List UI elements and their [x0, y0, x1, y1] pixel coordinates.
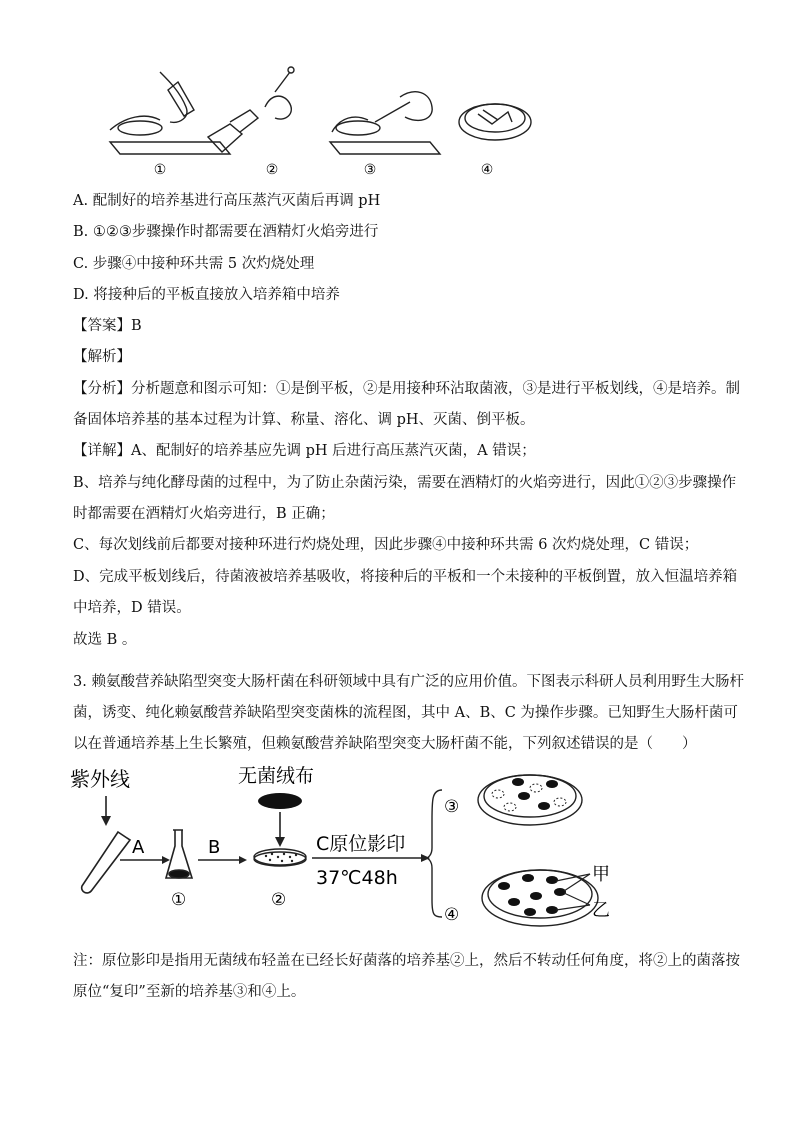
- plate-streaking-illustration: [100, 62, 540, 182]
- plate-4-number: ④: [444, 905, 460, 925]
- flask-number: ①: [171, 890, 187, 910]
- label-yi: 乙: [592, 900, 610, 921]
- analysis-line: C、每次划线前后都要对接种环进行灼烧处理，因此步骤④中接种环共需 6 次灼烧处理，C 错误；: [73, 537, 699, 553]
- step-b-label: B: [208, 837, 221, 858]
- analysis-heading: 【解析】: [73, 349, 131, 365]
- analysis-line: 备固体培养基的基本过程为计算、称量、溶化、调 pH、灭菌、倒平板。: [73, 412, 535, 428]
- analysis-line: 时都需要在酒精灯火焰旁进行，B 正确；: [73, 506, 335, 522]
- analysis-line: 【分析】分析题意和图示可知：①是倒平板，②是用接种环沾取菌液，③是进行平板划线，④是培养。制: [73, 381, 740, 397]
- step-label-1: ①: [153, 162, 167, 178]
- uv-label: 紫外线: [70, 767, 130, 791]
- incubated-dish-drawing: [459, 104, 531, 140]
- test-tube-icon: [82, 832, 130, 893]
- note-line: 注：原位影印是指用无菌绒布轻盖在已经长好菌落的培养基②上，然后不转动任何角度，将②上的菌落按: [73, 953, 740, 969]
- option-c: C. 步骤④中接种环共需 5 次灼烧处理: [73, 256, 315, 272]
- streaking-drawing: [330, 92, 440, 154]
- incubation-condition: 37℃48h: [316, 867, 398, 889]
- option-b: B. ①②③步骤操作时都需要在酒精灯火焰旁进行: [73, 224, 379, 240]
- note-line: 原位“复印”至新的培养基③和④上。: [73, 984, 306, 1000]
- answer-line: 【答案】B: [73, 318, 142, 334]
- analysis-line: 【详解】A、配制好的培养基应先调 pH 后进行高压蒸汽灭菌，A 错误；: [73, 443, 536, 459]
- option-d: D. 将接种后的平板直接放入培养箱中培养: [73, 287, 340, 303]
- conclusion-line: 故选 B 。: [73, 632, 137, 648]
- felt-label: 无菌绒布: [238, 765, 315, 787]
- inoculation-loop-drawing: [208, 67, 294, 152]
- plate-3-number: ③: [444, 797, 460, 817]
- step-label-2: ②: [265, 162, 279, 178]
- step-label-4: ④: [480, 162, 494, 178]
- analysis-line: D、完成平板划线后，待菌液被培养基吸收，将接种后的平板和一个未接种的平板倒置，放入恒温培养箱: [73, 569, 738, 585]
- felt-pad-icon: [258, 793, 302, 809]
- mutant-screening-flowchart: [70, 760, 630, 930]
- plate-2-number: ②: [271, 890, 287, 910]
- analysis-line: 中培养，D 错误。: [73, 600, 191, 616]
- option-a: A. 配制好的培养基进行高压蒸汽灭菌后再调 pH: [73, 193, 381, 209]
- label-jia: 甲: [592, 864, 610, 885]
- question-3-stem: 以在普通培养基上生长繁殖，但赖氨酸营养缺陷型突变大肠杆菌不能，下列叙述错误的是（ ）: [73, 736, 697, 752]
- minimal-medium-plate-icon: [478, 775, 582, 825]
- step-c-label: C原位影印: [316, 833, 406, 855]
- question-3-stem: 菌，诱变、纯化赖氨酸营养缺陷型突变菌株的流程图，其中 A、B、C 为操作步骤。已知野生大肠杆菌可: [73, 705, 738, 721]
- step-a-label: A: [132, 837, 145, 858]
- analysis-line: B、培养与纯化酵母菌的过程中，为了防止杂菌污染，需要在酒精灯的火焰旁进行，因此①②③步骤操作: [73, 475, 737, 491]
- master-plate-icon: [254, 849, 306, 866]
- complete-medium-plate-icon: [482, 870, 598, 926]
- flask-icon: [166, 830, 192, 878]
- step-label-3: ③: [363, 162, 377, 178]
- question-3-stem: 3. 赖氨酸营养缺陷型突变大肠杆菌在科研领域中具有广泛的应用价值。下图表示科研人员利用野生大肠杆: [73, 674, 744, 690]
